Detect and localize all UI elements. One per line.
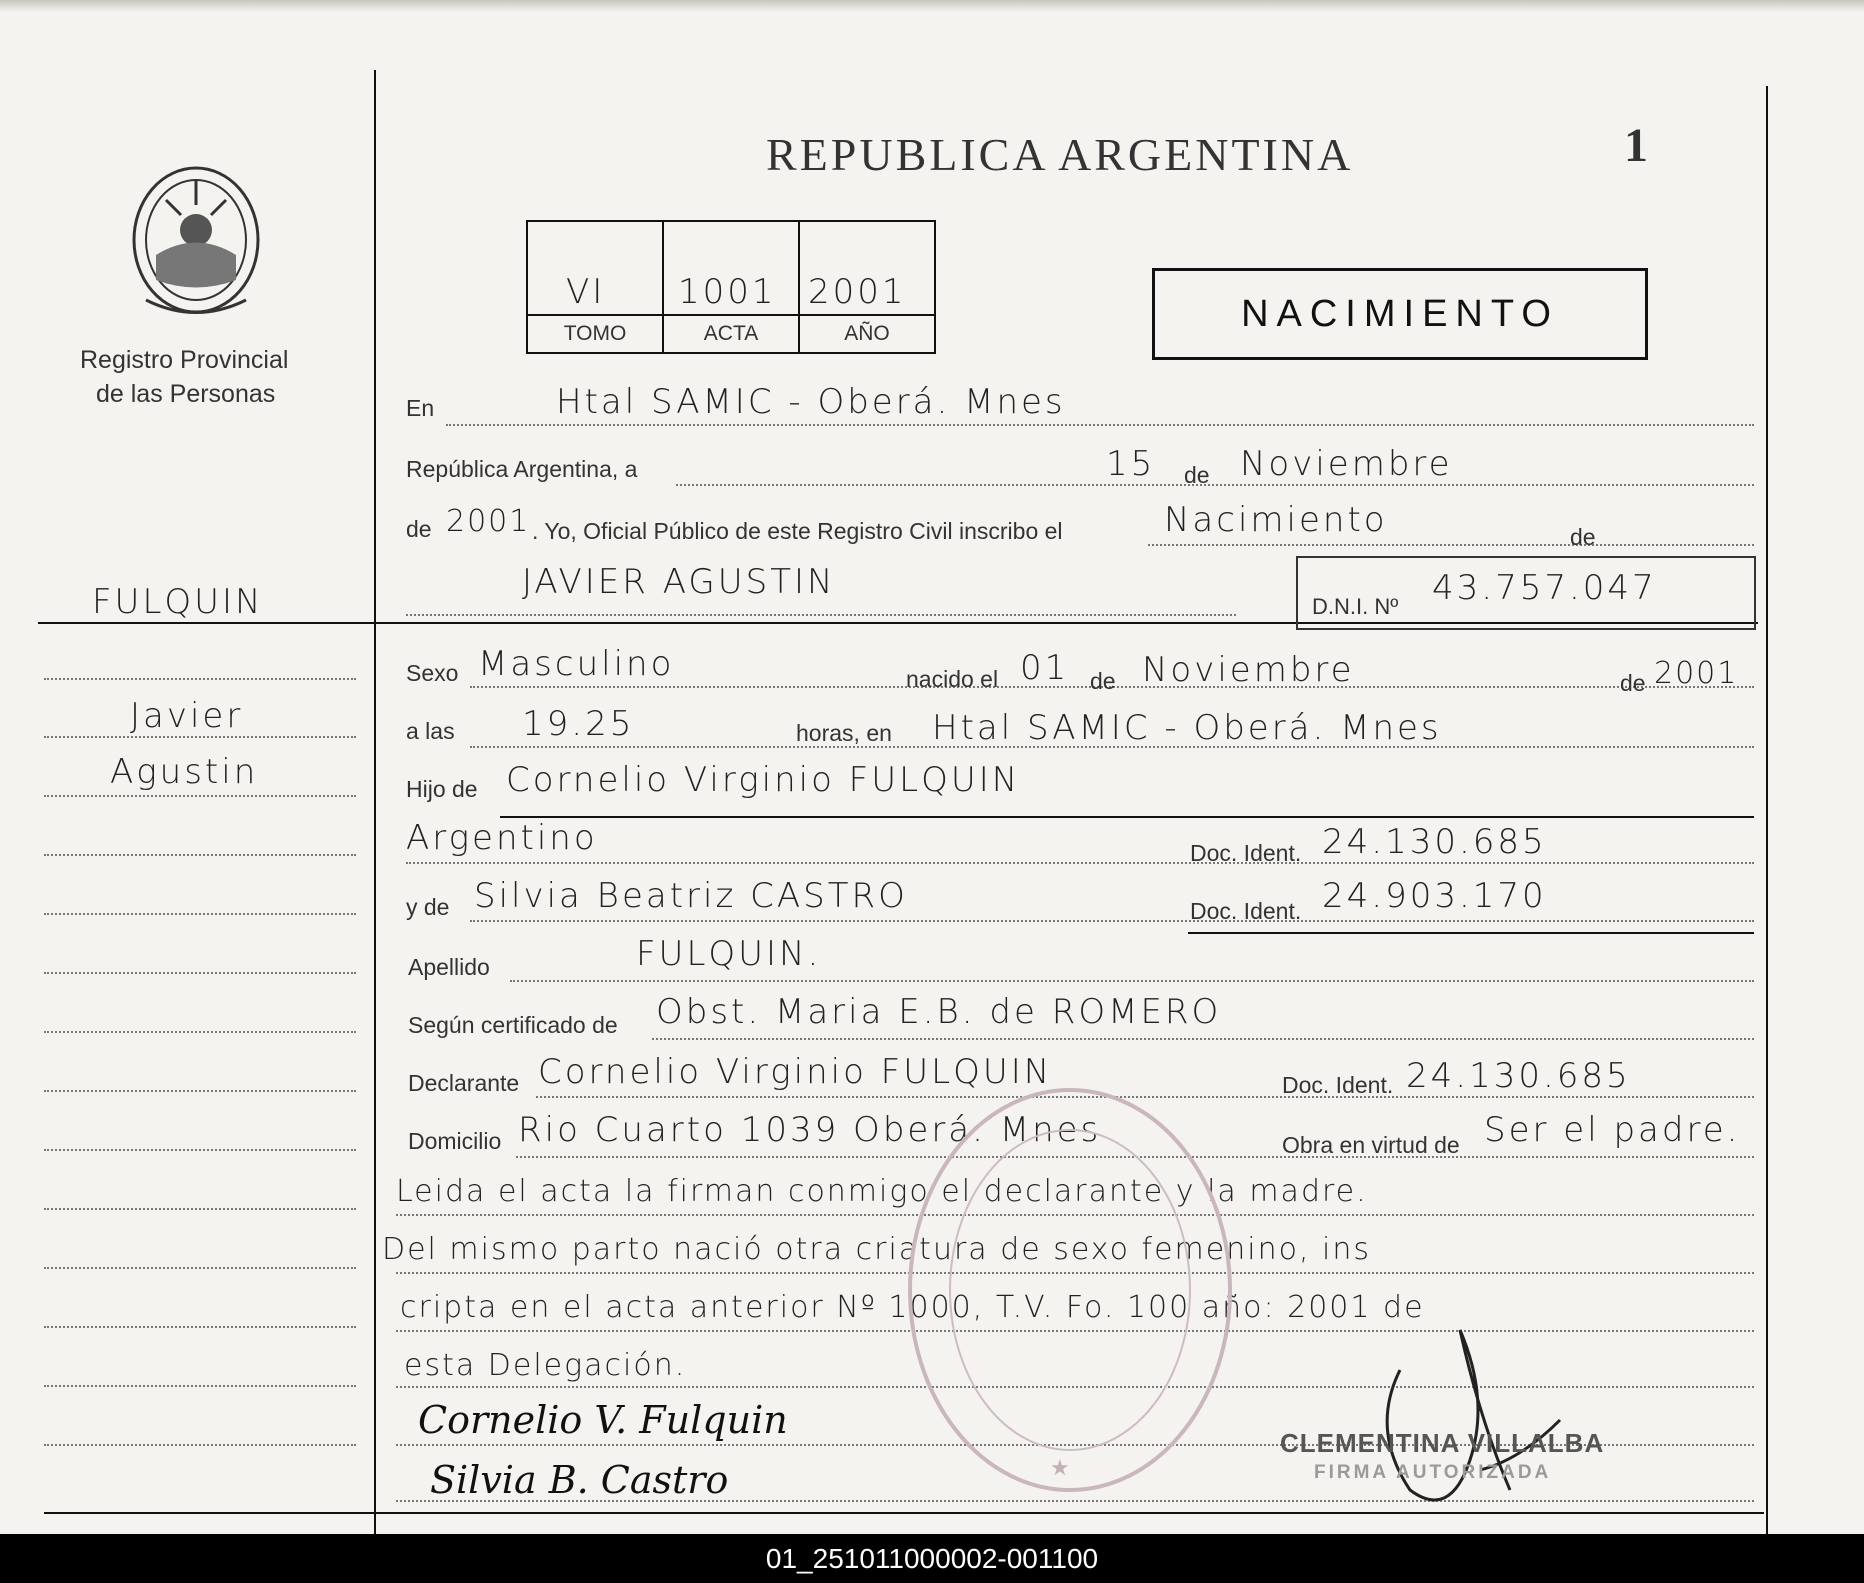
margin-line xyxy=(44,1031,356,1033)
official-title: FIRMA AUTORIZADA xyxy=(1314,1462,1552,1483)
record-kind-value: Nacimiento xyxy=(1164,500,1388,540)
margin-line xyxy=(44,1208,356,1210)
place-value: Htal SAMIC - Oberá. Mnes xyxy=(556,382,1066,422)
country-title: REPUBLICA ARGENTINA xyxy=(766,129,1354,180)
acta-label: ACTA xyxy=(664,314,798,346)
father-doc: 24.130.685 xyxy=(1322,822,1547,862)
sexo-label: Sexo xyxy=(406,660,459,686)
father-line xyxy=(500,816,1754,818)
de-label: de xyxy=(1090,668,1116,694)
notes-line-2: Del mismo parto nació otra criatura de sexo femenino, ins xyxy=(382,1232,1371,1267)
margin-line xyxy=(44,795,356,797)
en-line xyxy=(446,424,1754,426)
tomo-value: VI xyxy=(566,272,606,312)
inscribo-label: . Yo, Oficial Público de este Registro Civil inscribo el xyxy=(532,518,1063,544)
certificado-value: Obst. Maria E.B. de ROMERO xyxy=(656,992,1222,1032)
domicilio-label: Domicilio xyxy=(408,1128,502,1154)
record-type-box: NACIMIENTO xyxy=(1152,268,1648,360)
nacido-label: nacido el xyxy=(906,666,999,692)
declarante-doc: 24.130.685 xyxy=(1406,1056,1631,1096)
de-label: de xyxy=(1184,462,1210,488)
tomo-cell xyxy=(528,222,664,352)
certificado-label: Según certificado de xyxy=(408,1012,618,1038)
apellido-label: Apellido xyxy=(408,954,490,980)
father-signature: Cornelio V. Fulquin xyxy=(418,1398,788,1442)
birth-place: Htal SAMIC - Oberá. Mnes xyxy=(932,708,1442,748)
y-de-label: y de xyxy=(406,894,450,920)
record-year: 2001 xyxy=(446,504,531,539)
tomo-label: TOMO xyxy=(528,314,662,346)
father-name: Cornelio Virginio FULQUIN xyxy=(506,760,1021,800)
name-line xyxy=(406,614,1236,616)
official-signature-scribble xyxy=(1360,1310,1580,1520)
margin-line xyxy=(44,972,356,974)
date-line xyxy=(676,484,1754,486)
birth-day: 01 xyxy=(1020,648,1070,688)
horas-label: horas, en xyxy=(796,720,892,746)
certificado-line xyxy=(652,1038,1754,1040)
paper-top-edge xyxy=(0,0,1864,12)
margin-given-name-line2: Agustin xyxy=(110,752,259,792)
doc-ident-label: Doc. Ident. xyxy=(1190,840,1302,866)
record-kind-line xyxy=(1148,544,1754,546)
anio-label: AÑO xyxy=(800,314,934,346)
acta-value: 1001 xyxy=(678,272,777,312)
record-day: 15 xyxy=(1106,444,1156,484)
doc-ident-label: Doc. Ident. xyxy=(1282,1072,1394,1098)
domicilio-value: Rio Cuarto 1039 Oberá. Mnes xyxy=(518,1110,1102,1150)
dni-label: D.N.I. Nº xyxy=(1312,594,1399,619)
de-label: de xyxy=(406,516,432,542)
anio-value: 2001 xyxy=(808,272,907,312)
birth-year: 2001 xyxy=(1654,656,1739,691)
official-name: CLEMENTINA VILLALBA xyxy=(1280,1428,1605,1458)
page-number: 1 xyxy=(1624,119,1648,172)
margin-line xyxy=(44,854,356,856)
en-label: En xyxy=(406,395,435,421)
notes-line-4: esta Delegación. xyxy=(404,1348,687,1383)
acta-cell xyxy=(664,222,800,352)
anio-cell xyxy=(800,222,934,352)
dni-value: 43.757.047 xyxy=(1432,568,1657,608)
republica-label: República Argentina, a xyxy=(406,456,638,482)
person-name: JAVIER AGUSTIN xyxy=(522,562,836,602)
dni-box xyxy=(1296,556,1756,630)
right-border xyxy=(1766,86,1768,1534)
margin-line xyxy=(44,736,356,738)
father-nationality: Argentino xyxy=(406,818,598,858)
obra-value: Ser el padre. xyxy=(1484,1110,1741,1150)
nationality-line xyxy=(406,862,1754,864)
registry-name-line2: de las Personas xyxy=(96,380,276,408)
declarante-value: Cornelio Virginio FULQUIN xyxy=(538,1052,1053,1092)
sexo-value: Masculino xyxy=(478,644,675,684)
record-index-box xyxy=(526,220,936,354)
svg-text:★: ★ xyxy=(1050,1456,1070,1481)
apellido-line xyxy=(510,980,1754,982)
margin-line xyxy=(44,1326,356,1328)
mother-underline xyxy=(1188,932,1754,934)
notes-line-1: Leida el acta la firman conmigo el declarante y la madre. xyxy=(396,1174,1368,1209)
record-month: Noviembre xyxy=(1240,444,1453,484)
official-seal-stamp xyxy=(900,1080,1240,1500)
margin-line xyxy=(44,678,356,680)
sidebar-divider xyxy=(374,70,376,1534)
registry-name-line1: Registro Provincial xyxy=(80,346,289,374)
scan-file-id: 01_251011000002-001100 xyxy=(0,1534,1864,1583)
margin-line xyxy=(44,1444,356,1446)
a-las-label: a las xyxy=(406,718,455,744)
doc-ident-label: Doc. Ident. xyxy=(1190,898,1302,924)
margin-line xyxy=(44,1385,356,1387)
margin-line xyxy=(44,913,356,915)
de-label: de xyxy=(1620,670,1646,696)
margin-line xyxy=(44,1090,356,1092)
apellido-value: FULQUIN. xyxy=(636,934,822,974)
margin-line xyxy=(44,1149,356,1151)
declarante-label: Declarante xyxy=(408,1070,520,1096)
mother-line xyxy=(470,920,1754,922)
mother-name: Silvia Beatriz CASTRO xyxy=(474,876,908,916)
mother-doc: 24.903.170 xyxy=(1322,876,1547,916)
margin-surname: FULQUIN xyxy=(92,582,264,622)
notes-line-3: cripta en el acta anterior Nº 1000, T.V. Fo. 100 año: 2001 de xyxy=(400,1290,1425,1325)
misiones-province-emblem xyxy=(126,160,266,320)
margin-line xyxy=(44,1267,356,1269)
margin-given-name-line1: Javier xyxy=(130,696,244,736)
mother-signature: Silvia B. Castro xyxy=(430,1458,729,1502)
de-label: de xyxy=(1570,524,1596,550)
obra-label: Obra en virtud de xyxy=(1282,1132,1460,1158)
birth-time: 19.25 xyxy=(522,704,635,744)
hijo-label: Hijo de xyxy=(406,776,478,802)
birth-month: Noviembre xyxy=(1142,650,1355,690)
